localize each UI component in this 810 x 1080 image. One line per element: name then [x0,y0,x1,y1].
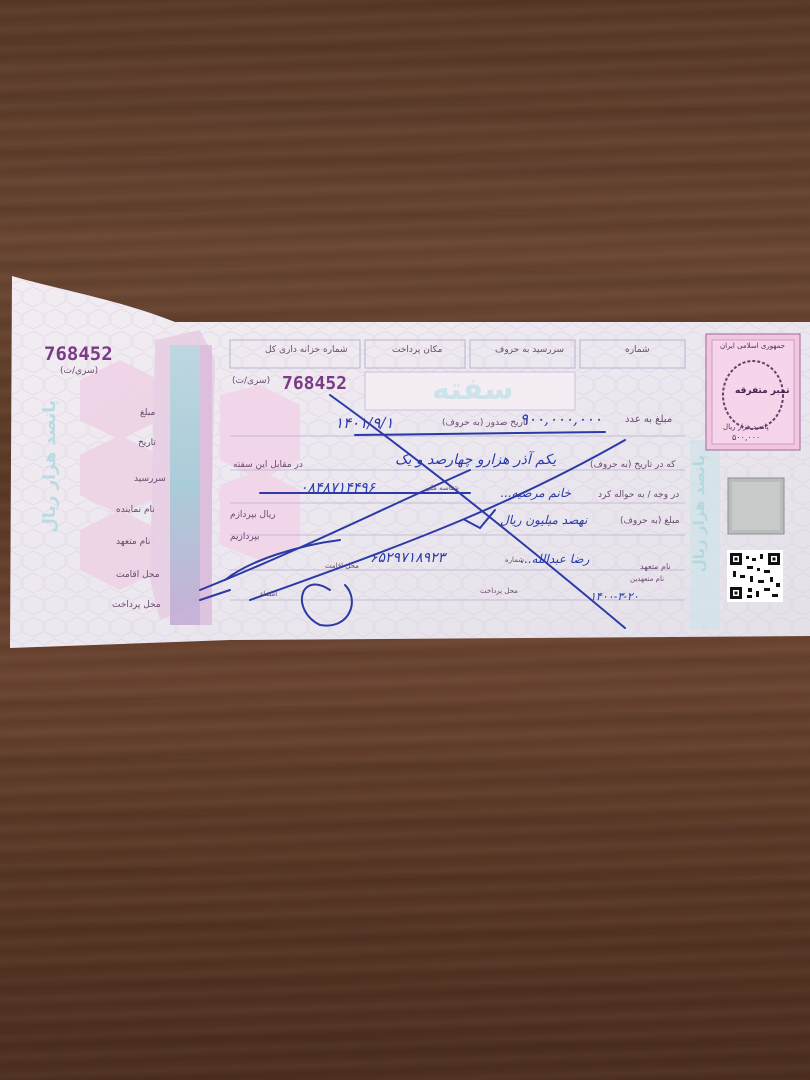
series-label-stub: (سری/ت) [60,366,99,376]
header-field-4: شماره خزانه داری کل [265,345,348,355]
hand-national-id: ۰۸۴۸۷۱۴۴۹۶ [300,480,376,496]
header-field-2: سررسید به حروف [495,345,565,355]
page-title: سفته [432,372,514,407]
label-amount-digits: مبلغ به عدد [625,414,673,425]
label-signature: امضاء [260,590,278,598]
header-field-1: شماره [625,345,650,355]
perforation-band [170,345,200,625]
stamp-middle: تمبر متفرقه [735,386,790,396]
series-label-main: (سری/ت) [232,376,271,386]
label-national-id: شناسه ملی [425,484,459,492]
label-issue-date: تاریخ صدور (به حروف) [442,418,529,428]
qr-code [727,550,783,602]
label-to-order: در وجه / به حواله کرد [598,490,680,500]
side-amount-stub: پانصد هزار ریال [40,400,60,533]
hand-to-order: خانم مرضیه... [500,486,571,500]
hand-issue-date: ۱۴۰۱/۹/۱ [335,414,394,432]
stamp-top: جمهوری اسلامی ایران [720,342,785,350]
hand-small-date: ۱۴۰۰-۳-۲۰ [590,590,639,603]
serial-number-main: 768452 [282,373,348,394]
label-place-of-payment: محل پرداخت [480,587,518,595]
stamp-bottom: پانصد هزار ریال [723,423,769,431]
hand-amount-digits: ۹۰۰,۰۰۰,۰۰۰ [520,410,603,428]
hand-id-number: ۶۵۲۹۷۱۸۹۲۳ [370,550,446,566]
stub-label-residence: محل اقامت [116,570,160,580]
label-in-exchange: در مقابل این سفته [233,460,303,470]
stub-label-due: سررسید [134,474,166,484]
label-by-date: که در تاریخ (به حروف) [590,460,676,470]
hand-by-date: یکم آذر هزارو چهارصد و یک [395,452,557,468]
label-residence: محل اقامت [325,562,359,570]
label-pay-rial-2: بپردازیم [230,532,260,542]
label-issuer-name: نام متعهد [640,562,671,571]
label-id-number: شماره [505,556,525,564]
stub-label-amount: مبلغ [140,408,156,418]
serial-number-stub: 768452 [44,343,113,365]
stub-label-date: تاریخ [138,438,156,448]
label-pay-rial: ریال بپردازم [230,510,276,520]
hand-amount-words: نهصد میلیون ریال [500,513,588,527]
label-amount-words: مبلغ (به حروف) [620,516,680,526]
side-amount-right: پانصد هزار ریال [690,455,708,573]
stub-label-payment: محل پرداخت [112,600,161,610]
hand-issuer-name: رضا عبدالله... [520,552,590,566]
stub-label-agent: نام نماینده [116,505,155,515]
stub-label-issuer: نام متعهد [116,537,151,547]
label-issuer-sub: نام متعهدین [630,575,665,583]
stamp-value: ۵۰۰,۰۰۰ [732,433,761,442]
header-field-3: مکان پرداخت [392,345,443,355]
